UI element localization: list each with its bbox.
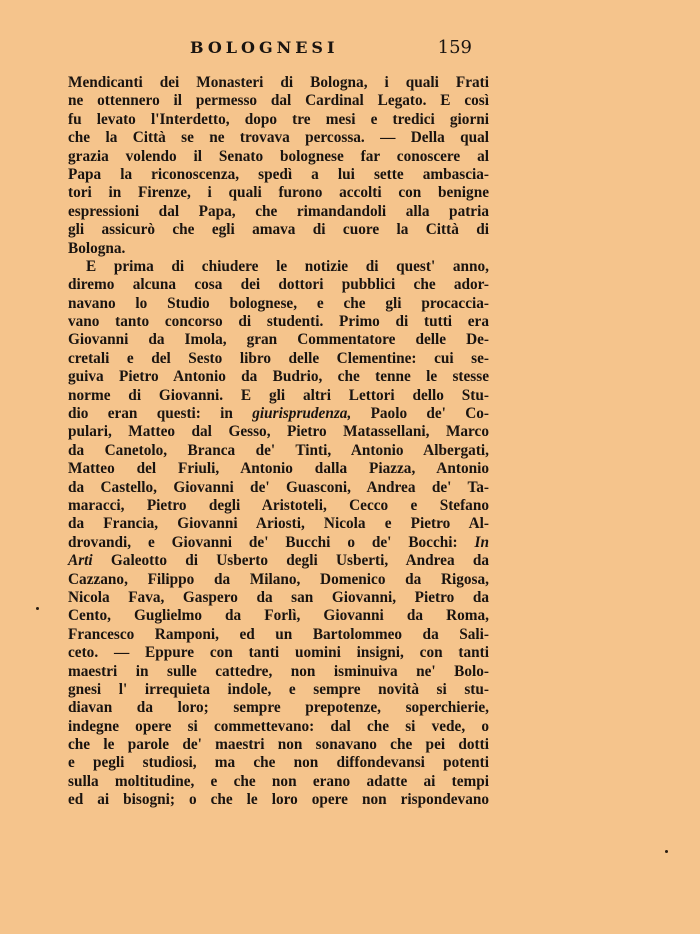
text-line: Bologna.: [68, 239, 126, 257]
text-line: maracci, Pietro degli Aristoteli, Cecco e Stefano: [68, 496, 489, 514]
page-number: 159: [437, 37, 472, 58]
text-line: norme di Giovanni. E gli altri Lettori dello Stu-: [68, 386, 489, 404]
italic-segment: giurisprudenza,: [252, 405, 352, 423]
text-line: ed ai bisogni; o che le loro opere non rispondevano: [68, 791, 489, 809]
text-line: espressioni dal Papa, che rimandandoli alla patria: [68, 202, 489, 220]
text-line: indegne opere si commettevano: dal che si vede, o: [68, 717, 489, 735]
text-line: e pegli studiosi, ma che non diffondevansi potenti: [68, 754, 489, 772]
text-line: che la Città se ne trovava percossa. — Della qual: [68, 129, 489, 147]
text-segment: dio eran questi: in: [68, 405, 253, 423]
text-line: ceto. — Eppure con tanti uomini insigni, con tanti: [68, 644, 489, 662]
italic-segment: In: [474, 533, 489, 551]
text-line: diremo alcuna cosa dei dottori pubblici che ador-: [68, 276, 489, 294]
text-line: tori in Firenze, i quali furono accolti con benigne: [68, 184, 489, 202]
running-head: [190, 38, 472, 60]
text-line: da Francia, Giovanni Ariosti, Nicola e Pietro Al-: [68, 515, 489, 533]
text-segment: drovandi, e Giovanni de' Bucchi o de' Bocchi:: [68, 533, 475, 551]
text-line: Nicola Fava, Gaspero da san Giovanni, Pietro da: [68, 588, 489, 606]
paper-speck: [665, 850, 668, 853]
paper-speck: [36, 607, 39, 610]
running-title: BOLOGNESI: [190, 38, 339, 57]
text-line: guiva Pietro Antonio da Budrio, che tenne le stesse: [68, 368, 489, 386]
text-line: navano lo Studio bolognese, e che gli procaccia-: [68, 294, 489, 312]
text-line: ne ottennero il permesso dal Cardinal Legato. E così: [68, 92, 489, 110]
text-line: Matteo del Friuli, Antonio dalla Piazza, Antonio: [68, 460, 489, 478]
text-line: Cazzano, Filippo da Milano, Domenico da Rigosa,: [68, 570, 489, 588]
text-line: da Canetolo, Branca de' Tinti, Antonio Albergati,: [68, 441, 489, 459]
text-line: Papa la riconoscenza, spedì a lui sette ambascia-: [68, 165, 489, 183]
text-line: che le parole de' maestri non sonavano che pei dotti: [68, 736, 489, 754]
text-line: Francesco Ramponi, ed un Bartolommeo da Sali-: [68, 625, 489, 643]
text-line: Giovanni da Imola, gran Commentatore delle De-: [68, 331, 489, 349]
body-text: [68, 74, 489, 810]
text-line: [68, 552, 489, 570]
text-line: cretali e del Sesto libro delle Clementine: cui se-: [68, 349, 489, 367]
text-line: da Castello, Giovanni de' Guasconi, Andrea de' Ta-: [68, 478, 489, 496]
text-line: pulari, Matteo dal Gesso, Pietro Matassellani, Marco: [68, 423, 489, 441]
text-line: grazia volendo il Senato bolognese far conoscere al: [68, 147, 489, 165]
text-line: gli assicurò che egli amava di cuore la Città di: [68, 221, 489, 239]
text-line: [68, 534, 489, 552]
text-segment: Galeotto di Usberto degli Usberti, Andrea da: [92, 552, 489, 570]
text-line: vano tanto concorso di studenti. Primo di tutti era: [68, 313, 489, 331]
paragraph-start-line: E prima di chiudere le notizie di quest' anno,: [86, 257, 489, 275]
text-line: [68, 405, 489, 423]
text-line: gnesi l' irrequieta indole, e sempre novità si stu-: [68, 680, 489, 698]
text-line: diavan da loro; sempre prepotenze, soperchierie,: [68, 699, 489, 717]
text-line: sulla moltitudine, e che non erano adatte ai tempi: [68, 772, 489, 790]
italic-segment: Arti: [68, 552, 93, 570]
text-line: maestri in sulle cattedre, non isminuiva ne' Bolo-: [68, 662, 489, 680]
text-segment: Paolo de' Co-: [351, 405, 490, 423]
text-line: fu levato l'Interdetto, dopo tre mesi e tredici giorni: [68, 110, 489, 128]
text-line: Cento, Guglielmo da Forlì, Giovanni da Roma,: [68, 607, 489, 625]
text-line: Mendicanti dei Monasteri di Bologna, i quali Frati: [68, 74, 489, 91]
